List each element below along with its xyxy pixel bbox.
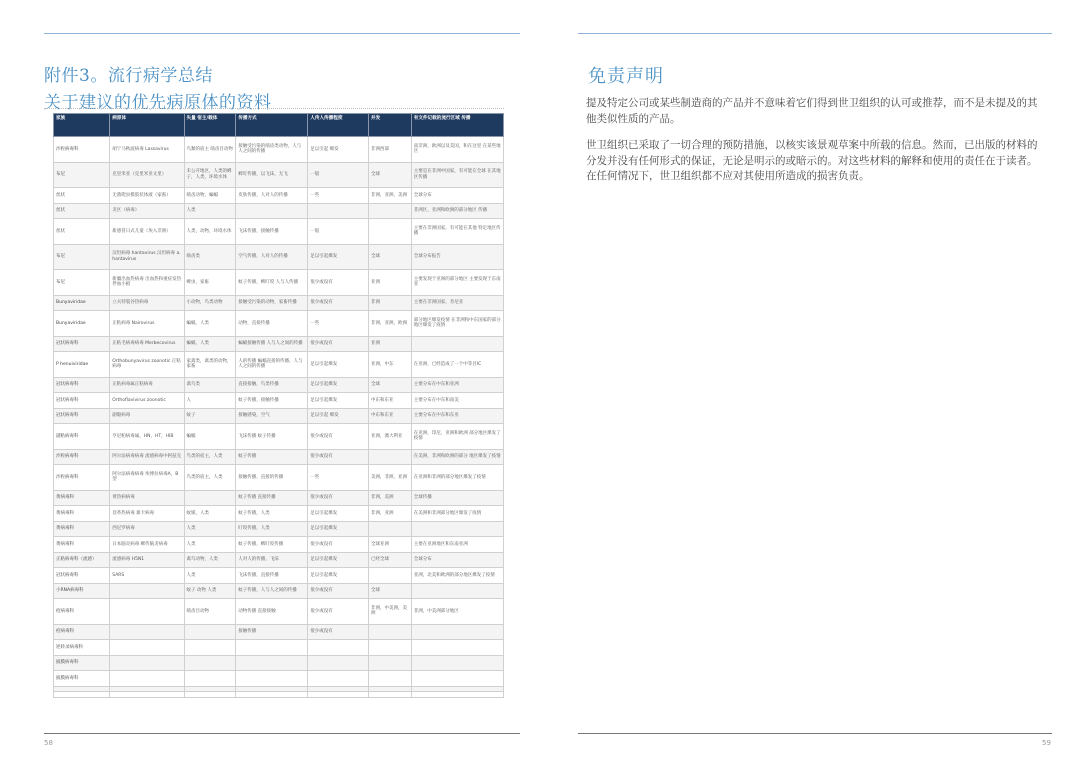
table-cell: 披膜病毒科 bbox=[54, 655, 110, 671]
table-cell: 蝙蝠，人类 bbox=[184, 311, 236, 337]
table-cell: 克里米亚（克里米亚文里） bbox=[110, 162, 184, 188]
table-cell: 中东和东亚 bbox=[369, 393, 412, 409]
table-cell: 蚊子 动物 人类 bbox=[184, 583, 236, 599]
table-cell: 主要在亚洲地区和东南亚洲 bbox=[411, 537, 503, 553]
table-cell: 亨尼帕病毒属，HN，HT，HIB bbox=[110, 424, 184, 450]
table-cell: 在亚洲和非洲的部分地区爆发了疫情 bbox=[411, 465, 503, 491]
disclaimer-paragraph-2: 世卫组织已采取了一切合理的预防措施，以核实该景观草案中所载的信息。然而，已出版的材料的分发并没有任何形式的保证，无论是明示的或暗示的。对这些材料的解释和使用的责任在于读者。在任何情况下，世卫组织都不应对其使用所造成的损害负责。 bbox=[586, 139, 1038, 182]
table-cell bbox=[369, 203, 412, 219]
table-cell: 在美洲，非洲和欧洲的部分 地区爆发了疫情 bbox=[411, 449, 503, 465]
table-header-cell: 有文件记载的流行区域 传播 bbox=[411, 114, 503, 137]
table-row bbox=[54, 521, 504, 537]
table-cell: 副黏病毒 bbox=[110, 408, 184, 424]
table-cell: 鸟类的宿主，人类 bbox=[184, 465, 236, 491]
table-cell: 一些 bbox=[308, 188, 369, 204]
table-cell bbox=[411, 521, 503, 537]
table-cell: 冠状病毒科 bbox=[54, 408, 110, 424]
table-row bbox=[54, 692, 504, 698]
table-cell: 空气传播，人对人的传播 bbox=[236, 244, 308, 270]
table-cell bbox=[369, 624, 412, 640]
table-cell bbox=[411, 655, 503, 671]
epidemiology-table bbox=[53, 113, 504, 698]
table-cell: 小动物，鸟类动物 bbox=[184, 295, 236, 311]
table-cell bbox=[110, 692, 184, 698]
table-cell: 蝙蝠接触传播 人与人之间的传播 bbox=[236, 336, 308, 352]
table-cell: 家禽类，禽类的动物，家畜 bbox=[184, 352, 236, 378]
table-cell: 美洲，非洲，亚洲 bbox=[369, 465, 412, 491]
table-row bbox=[54, 537, 504, 553]
title-divider bbox=[44, 108, 504, 109]
table-cell: 非洲西部 bbox=[369, 137, 412, 163]
table-cell: 汉坦病毒 hantavirus 汉坦病毒 a.hantavirus bbox=[110, 244, 184, 270]
table-cell: 丝状 bbox=[54, 188, 110, 204]
left-page-number: 58 bbox=[44, 739, 53, 747]
table-cell: 接触传播，直接的传播 bbox=[236, 465, 308, 491]
table-cell: 足以引起爆发 bbox=[308, 352, 369, 378]
table-header-cell: 人传人传播程度 bbox=[308, 114, 369, 137]
table-row bbox=[54, 671, 504, 687]
table-cell: 亚洲 bbox=[369, 270, 412, 296]
table-cell: 布尼 bbox=[54, 270, 110, 296]
table-cell: 鸟类的宿主，人类 bbox=[184, 449, 236, 465]
table-cell bbox=[236, 203, 308, 219]
table-cell: Orthoflavivirus zoonotic bbox=[110, 393, 184, 409]
table-body bbox=[54, 137, 504, 698]
table-cell bbox=[236, 655, 308, 671]
table-cell bbox=[110, 640, 184, 656]
table-cell: 非洲，中美洲部分地区 bbox=[411, 599, 503, 625]
table-cell: 正粘病毒属正粘病毒 bbox=[110, 377, 184, 393]
table-cell: Bunyaviridae bbox=[54, 311, 110, 337]
table-cell bbox=[110, 599, 184, 625]
table-cell: 人类，动物，环境水体 bbox=[184, 219, 236, 245]
table-cell: 登革热病毒 寨卡病毒 bbox=[110, 506, 184, 522]
table-cell: 沙粒病毒科 bbox=[54, 465, 110, 491]
table-cell: 非洲，亚洲，欧洲 bbox=[369, 311, 412, 337]
table-cell: 鸟類的宿主 啮齿目动物 bbox=[184, 137, 236, 163]
right-bottom-rule bbox=[578, 733, 1052, 734]
table-cell bbox=[184, 692, 236, 698]
table-cell: 亚洲，北美和欧洲的部分地区爆发了疫情 bbox=[411, 568, 503, 584]
table-cell: 啮齿目动物 bbox=[184, 599, 236, 625]
table-cell: 人的传播 蝙蝠直接的传播，人与人之间的传播 bbox=[236, 352, 308, 378]
table-row bbox=[54, 336, 504, 352]
table-cell: 披膜病毒科 bbox=[54, 671, 110, 687]
table-cell: 人类 bbox=[184, 203, 236, 219]
table-cell: 亚洲，澳大利亚 bbox=[369, 424, 412, 450]
table-row bbox=[54, 449, 504, 465]
table-cell: 很少或没有 bbox=[308, 424, 369, 450]
table-cell: 一般 bbox=[308, 219, 369, 245]
table-cell: 蜱虫，家畜 bbox=[184, 270, 236, 296]
table-cell: 足以引起爆发 bbox=[308, 393, 369, 409]
table-cell: 叮咬传播，人类 bbox=[236, 521, 308, 537]
table-row bbox=[54, 465, 504, 491]
table-cell: 蚊子传播，人与人之间的传播 bbox=[236, 583, 308, 599]
table-cell: 非洲 bbox=[369, 295, 412, 311]
table-cell bbox=[369, 671, 412, 687]
table-cell bbox=[369, 640, 412, 656]
table-cell: 黄病毒科 bbox=[54, 506, 110, 522]
table-cell: 非洲区，亚洲和欧洲的部分地区 传播 bbox=[411, 203, 503, 219]
table-cell: 全球分布 bbox=[411, 552, 503, 568]
table-cell: Orthobunyavirus zoonotic 正粘病毒 bbox=[110, 352, 184, 378]
table-cell: 啮齿动物，蝙蝠 bbox=[184, 188, 236, 204]
table-cell bbox=[236, 692, 308, 698]
table-cell: Bunyaviridae bbox=[54, 295, 110, 311]
table-cell: 很少或没有 bbox=[308, 624, 369, 640]
table-cell bbox=[369, 449, 412, 465]
table-row bbox=[54, 655, 504, 671]
table-cell: 接触传播 bbox=[236, 624, 308, 640]
table-cell bbox=[184, 655, 236, 671]
table-cell: 足以引起爆发 bbox=[308, 244, 369, 270]
annex-subtitle: 关于建议的优先病原体的资料 bbox=[44, 93, 272, 113]
table-row bbox=[54, 188, 504, 204]
table-cell: 全球传播 bbox=[411, 490, 503, 506]
table-row bbox=[54, 506, 504, 522]
table-cell: 冠状病毒科 bbox=[54, 393, 110, 409]
table-cell: 蚊子传播 直接传播 bbox=[236, 490, 308, 506]
table-cell bbox=[369, 521, 412, 537]
table-cell: 啮齿类 bbox=[184, 244, 236, 270]
table-cell: 在亚洲，已经造成了一个中等目IC bbox=[411, 352, 503, 378]
table-cell: 正粘毛病毒病毒 Merbecovirus bbox=[110, 336, 184, 352]
table-cell bbox=[54, 692, 110, 698]
table-cell: 小RNA病毒科 bbox=[54, 583, 110, 599]
table-cell: 西尼罗病毒 bbox=[110, 521, 184, 537]
table-cell: 很少或没有 bbox=[308, 583, 369, 599]
table-cell: 很少或没有 bbox=[308, 490, 369, 506]
table-cell: 接触感染，空气 bbox=[236, 408, 308, 424]
table-cell: 全球 bbox=[369, 583, 412, 599]
table-cell bbox=[184, 624, 236, 640]
table-row bbox=[54, 203, 504, 219]
table-cell bbox=[110, 583, 184, 599]
table-cell: 飞沫传播，接触传播 bbox=[236, 219, 308, 245]
table-cell bbox=[308, 203, 369, 219]
table-cell: 足以引起爆发 bbox=[308, 552, 369, 568]
table-cell: 一般 bbox=[308, 162, 369, 188]
table-cell: 蜱叮传播，以飞沫，无飞 bbox=[236, 162, 308, 188]
table-cell: 足以引起爆发 bbox=[308, 377, 369, 393]
table-cell bbox=[184, 640, 236, 656]
right-top-rule bbox=[578, 33, 1052, 34]
table-cell: 非洲，亚洲，美洲 bbox=[369, 188, 412, 204]
table-cell: 痘病毒科 bbox=[54, 624, 110, 640]
table-cell: 飞沫传播，直接传播 bbox=[236, 568, 308, 584]
table-cell: 主要是在非洲中国家，有可能在全球 在其地区传播 bbox=[411, 162, 503, 188]
table-row bbox=[54, 640, 504, 656]
table-cell: 禽鸟类 bbox=[184, 377, 236, 393]
annex-title: 附件3。流行病学总结 bbox=[44, 66, 213, 86]
table-cell: 接触受污染的动物，家畜传播 bbox=[236, 295, 308, 311]
table-cell bbox=[308, 692, 369, 698]
table-header-cell: 传播方式 bbox=[236, 114, 308, 137]
table-cell bbox=[411, 583, 503, 599]
table-cell: 日本脑炎病毒 蜱传脑炎病毒 bbox=[110, 537, 184, 553]
table-cell: 很少或没有 bbox=[308, 599, 369, 625]
table-cell: 蚊媒，人类 bbox=[184, 506, 236, 522]
table-cell: 蝙蝠 bbox=[184, 424, 236, 450]
table-cell: 人 bbox=[184, 393, 236, 409]
table-cell: 主要在非洲国家，肯尼亚 bbox=[411, 295, 503, 311]
table-header-cell: 病原体 bbox=[110, 114, 184, 137]
table-cell bbox=[411, 671, 503, 687]
table-cell: 亚洲，中东 bbox=[369, 352, 412, 378]
table-cell: 正粘病毒科（流感） bbox=[54, 552, 110, 568]
table-cell bbox=[236, 640, 308, 656]
table-cell: 胡宁马秋波病毒 Lassavirus bbox=[110, 137, 184, 163]
table-row bbox=[54, 352, 504, 378]
table-cell: 南非洲，欧洲以及美国，和在这里 在某些地区 bbox=[411, 137, 503, 163]
table-cell: 全球 bbox=[369, 162, 412, 188]
table-cell: 全球 bbox=[369, 377, 412, 393]
table-header-cell: 家族 bbox=[54, 114, 110, 137]
table-cell bbox=[184, 490, 236, 506]
table-cell: 无菌爬虫模胶状体液（家畜） bbox=[110, 188, 184, 204]
table-cell: 布尼 bbox=[54, 162, 110, 188]
table-cell: 非洲，亚洲 bbox=[369, 506, 412, 522]
table-cell: 蚊子传播 bbox=[236, 449, 308, 465]
table-cell: 动物传播 直接接触 bbox=[236, 599, 308, 625]
table-cell: P henuiviridae bbox=[54, 352, 110, 378]
table-cell: 一些 bbox=[308, 465, 369, 491]
table-cell: 炎区（病毒） bbox=[110, 203, 184, 219]
table-row bbox=[54, 408, 504, 424]
table-row bbox=[54, 377, 504, 393]
table-cell bbox=[411, 336, 503, 352]
table-row bbox=[54, 568, 504, 584]
table-cell: 动物，直接传播 bbox=[236, 311, 308, 337]
table-cell: 全球亚洲 bbox=[369, 537, 412, 553]
table-row bbox=[54, 270, 504, 296]
table-cell: 全球分布报告 bbox=[411, 244, 503, 270]
table-cell: 冠状病毒科 bbox=[54, 377, 110, 393]
table-cell: 主要分布在中东和东亚 bbox=[411, 408, 503, 424]
table-cell: 很少或没有 bbox=[308, 336, 369, 352]
table-cell: 接触受污染的啮齿类动物，人与人之间的传播 bbox=[236, 137, 308, 163]
table-cell: 人类 bbox=[184, 521, 236, 537]
table-cell: 阿尔法病毒病毒 流感病毒中阿兹克 bbox=[110, 449, 184, 465]
table-cell: 中东和东亚 bbox=[369, 408, 412, 424]
table-cell: 主要发现于亚洲的部分地区 主要发现于东南亚 bbox=[411, 270, 503, 296]
table-cell: 未公开地区，人类的蜱子，人类，环境水体 bbox=[184, 162, 236, 188]
table-row bbox=[54, 137, 504, 163]
table-cell: 蝙蝠，人类 bbox=[184, 336, 236, 352]
table-cell: 皮肤传播，人对人的传播 bbox=[236, 188, 308, 204]
table-cell: 布尼 bbox=[54, 244, 110, 270]
table-cell bbox=[236, 671, 308, 687]
table-cell: 足以引起 爆发 bbox=[308, 137, 369, 163]
table-cell: 很少或没有 bbox=[308, 270, 369, 296]
table-cell: 黄热病病毒 bbox=[110, 490, 184, 506]
table-cell bbox=[110, 655, 184, 671]
table-row bbox=[54, 162, 504, 188]
table-row bbox=[54, 295, 504, 311]
table-cell: 足以引起爆发 bbox=[308, 506, 369, 522]
table-cell: 全球分布 bbox=[411, 188, 503, 204]
table-cell: 亚洲 bbox=[369, 336, 412, 352]
table-cell: 黄病毒科 bbox=[54, 521, 110, 537]
table-cell: 立夫特裂谷热病毒 bbox=[110, 295, 184, 311]
table-cell: 一些 bbox=[308, 311, 369, 337]
table-cell: 痘病毒科 bbox=[54, 599, 110, 625]
table-cell: 丝状 bbox=[54, 219, 110, 245]
table-cell bbox=[110, 624, 184, 640]
table-header-cell: 并发 bbox=[369, 114, 412, 137]
table-cell bbox=[369, 568, 412, 584]
table-cell: 蚊子传播，蜱叮咬传播 bbox=[236, 537, 308, 553]
table-row bbox=[54, 393, 504, 409]
table-cell: 新疆出血热病毒 出血热和重症发热伴血小板 bbox=[110, 270, 184, 296]
table-cell: 直接接触，鸟类传播 bbox=[236, 377, 308, 393]
table-cell: SARS bbox=[110, 568, 184, 584]
table-cell: 沙粒病毒科 bbox=[54, 137, 110, 163]
left-top-rule bbox=[44, 33, 520, 34]
table-cell: 主要在非洲国家，有可能在其他 特定地区传播 bbox=[411, 219, 503, 245]
table-row bbox=[54, 552, 504, 568]
table-cell: 沙粒病毒科 bbox=[54, 449, 110, 465]
table-cell bbox=[110, 671, 184, 687]
table-cell: 主要分布在中东和亚洲 bbox=[411, 377, 503, 393]
table-cell bbox=[369, 655, 412, 671]
table-cell: 人对人的传播，飞沫 bbox=[236, 552, 308, 568]
table-header-cell: 失量 宿主/载体 bbox=[184, 114, 236, 137]
table-cell bbox=[411, 624, 503, 640]
table-row bbox=[54, 311, 504, 337]
table-row bbox=[54, 490, 504, 506]
table-row bbox=[54, 599, 504, 625]
table-cell: 蚊子 bbox=[184, 408, 236, 424]
table-cell bbox=[369, 692, 412, 698]
right-page-number: 59 bbox=[1042, 739, 1051, 747]
table-header-row bbox=[54, 114, 504, 137]
table-cell: 人类 bbox=[184, 568, 236, 584]
table-cell: 足以引起爆发 bbox=[308, 521, 369, 537]
table-cell bbox=[184, 671, 236, 687]
table-cell bbox=[308, 640, 369, 656]
table-cell bbox=[411, 640, 503, 656]
table-cell: 飞沫传播 蚊子传播 bbox=[236, 424, 308, 450]
table-cell: 冠状病毒科 bbox=[54, 336, 110, 352]
table-cell: 流感病毒 H5N1 bbox=[110, 552, 184, 568]
table-cell bbox=[411, 692, 503, 698]
table-cell: 已经全球 bbox=[369, 552, 412, 568]
table-cell: 蚊子传播，蜱叮咬 人与人传播 bbox=[236, 270, 308, 296]
table-cell: 冠状病毒科 bbox=[54, 568, 110, 584]
table-row bbox=[54, 424, 504, 450]
table-row bbox=[54, 219, 504, 245]
table-cell: 禽鸟动物，人类 bbox=[184, 552, 236, 568]
table-cell: 主要分布在中东和南美 bbox=[411, 393, 503, 409]
table-cell: 丝状 bbox=[54, 203, 110, 219]
table-cell bbox=[308, 671, 369, 687]
table-cell: 很少或没有 bbox=[308, 537, 369, 553]
table-cell: 人类 bbox=[184, 537, 236, 553]
table-cell: 部分地区爆发疫情 在非洲和中东国家的部分地区爆发了疫情 bbox=[411, 311, 503, 337]
table-row bbox=[54, 624, 504, 640]
table-cell: 副粘病毒科 bbox=[54, 424, 110, 450]
left-bottom-rule bbox=[44, 733, 520, 734]
table-cell: 逆转录病毒科 bbox=[54, 640, 110, 656]
disclaimer-paragraph-1: 提及特定公司或某些制造商的产品并不意味着它们得到世卫组织的认可或推荐，而不是未提及的其他类似性质的产品。 bbox=[586, 97, 1038, 125]
table-cell: 足以引起 爆发 bbox=[308, 408, 369, 424]
table-cell: 在美洲和非洲部分地区爆发了疫情 bbox=[411, 506, 503, 522]
table-cell: 非洲，中美洲，美洲 bbox=[369, 599, 412, 625]
table-cell bbox=[369, 219, 412, 245]
table-cell: 蚊子传播，人类 bbox=[236, 506, 308, 522]
table-cell: 很少或没有 bbox=[308, 295, 369, 311]
table-cell: 黄病毒科 bbox=[54, 490, 110, 506]
table-cell: 非洲，美洲 bbox=[369, 490, 412, 506]
disclaimer-title: 免责声明 bbox=[588, 66, 664, 87]
table-row bbox=[54, 583, 504, 599]
table-cell: 足以引起爆发 bbox=[308, 568, 369, 584]
table-cell: 阿尔法病毒病毒 埃博拉病毒A，B型 bbox=[110, 465, 184, 491]
table-row bbox=[54, 244, 504, 270]
table-cell bbox=[308, 655, 369, 671]
table-cell: 正粘病毒 Nairovirus bbox=[110, 311, 184, 337]
table-cell: 在亚洲，印尼，亚洲和欧洲 部分地区爆发了疫情 bbox=[411, 424, 503, 450]
table-cell: 很少或没有 bbox=[308, 449, 369, 465]
table-cell: 黄病毒科 bbox=[54, 537, 110, 553]
table-cell: 新感冒日式儿童（埃入非洲） bbox=[110, 219, 184, 245]
table-cell: 全球 bbox=[369, 244, 412, 270]
table-cell: 蚊子传播，接触传播 bbox=[236, 393, 308, 409]
